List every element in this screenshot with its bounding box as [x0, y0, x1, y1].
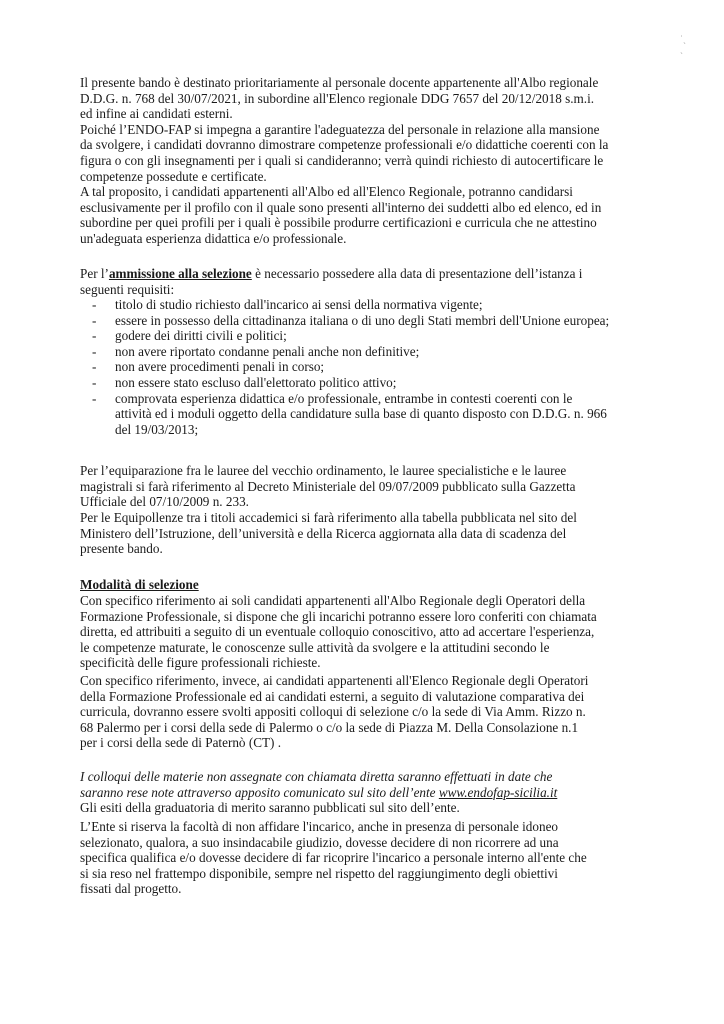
text-line: Poiché l’ENDO-FAP si impegna a garantire l'adeguatezza del personale in relazione alla mansione	[80, 121, 600, 137]
website-link[interactable]: www.endofap-sicilia.it	[438, 784, 558, 800]
text-line: specifica qualifica e/o dovesse decidere di far ricoprire l'incarico a personale interno all'ente che	[80, 850, 587, 866]
requirement-item	[80, 375, 662, 391]
text-line: magistrali si farà riferimento al Decreto Ministeriale del 09/07/2009 pubblicato sulla Gazzetta	[80, 478, 576, 494]
scan-mark: ˙ˎ ˎ	[680, 34, 686, 54]
text-line	[80, 785, 662, 801]
text-line: un'adeguata esperienza didattica e/o professionale.	[80, 230, 347, 246]
dash-bullet: -	[92, 374, 97, 390]
paragraph-colloqui	[80, 769, 662, 816]
text-line: Per le Equipollenze tra i titoli accademici si farà riferimento alla tabella pubblicata nel sito del	[80, 510, 577, 525]
text-line: 68 Palermo per i corsi della sede di Palermo o c/o la sede di Piazza M. Della Consolazione n.1	[80, 719, 579, 735]
admission-pre: Per l’	[80, 266, 109, 281]
text-line: esclusivamente per il profilo con il quale sono presenti all'interno dei suddetti albo ed elenco, ed in	[80, 199, 602, 215]
requirement-item	[80, 391, 662, 438]
paragraph-intro	[80, 75, 662, 247]
text-line: subordine per quei profili per i quali è possibile produrre certificazioni e curricula che ne attestino	[80, 215, 597, 231]
paragraph-equiparazione	[80, 463, 662, 510]
text-line: Formazione Professionale, si dispone che gli incarichi potranno essere loro conferiti con chiamata	[80, 608, 597, 624]
section-title: Modalità di selezione	[80, 577, 199, 592]
text-line: I colloqui delle materie non assegnate con chiamata diretta saranno effettuati in date che	[80, 769, 553, 784]
text-line: L’Ente si riserva la facoltà di non affidare l'incarico, anche in presenza di personale idoneo	[80, 819, 559, 834]
text-line: si sia reso nel frattempo disponibile, sempre nel rispetto del raggiungimento degli obiettivi	[80, 865, 558, 881]
requirement-item	[80, 313, 662, 329]
text-line	[80, 266, 662, 282]
paragraph-elenco	[80, 673, 662, 751]
paragraph-riserva	[80, 819, 662, 897]
requirement-text: godere dei diritti civili e politici;	[115, 328, 287, 344]
text-line: ed infine ai candidati esterni.	[80, 106, 233, 122]
text-line: della Formazione Professionale ed ai candidati esterni, a seguito di valutazione comparativa dei	[80, 688, 585, 704]
text-line: competenze possedute e certificate.	[80, 168, 267, 184]
text-line: presente bando.	[80, 541, 163, 557]
text-line: Il presente bando è destinato prioritariamente al personale docente appartenente all'Albo regionale	[80, 75, 599, 90]
dash-bullet: -	[92, 328, 97, 344]
text-line: D.D.G. n. 768 del 30/07/2021, in subordine all'Elenco regionale DDG 7657 del 20/12/2018 s.m.i.	[80, 90, 595, 106]
text-line: diretta, ed attribuiti a seguito di un eventuale colloquio conoscitivo, atto ad accertare l'esperienza,	[80, 624, 595, 640]
text-line: per i corsi della sede di Paternò (CT) .	[80, 735, 282, 751]
requirement-item	[80, 344, 662, 360]
text-line: Con specifico riferimento, invece, ai candidati appartenenti all'Elenco Regionale degli Operatori	[80, 673, 589, 688]
text-line: le competenze maturate, le conoscenze sulle attività da svolgere e la attitudini secondo le	[80, 639, 550, 655]
requirement-text: comprovata esperienza didattica e/o professionale, entrambe in contesti coerenti con le	[115, 390, 573, 406]
requirement-text: non avere procedimenti penali in corso;	[115, 359, 325, 375]
paragraph-equipollenze	[80, 510, 662, 557]
dash-bullet: -	[92, 359, 97, 375]
text-line: selezionato, qualora, a suo insindacabile giudizio, dovesse decidere di non ricorrere ad una	[80, 834, 559, 850]
admission-heading: ammissione alla selezione	[108, 266, 252, 281]
requirement-text: non essere stato escluso dall'elettorato politico attivo;	[115, 374, 397, 390]
text-line: fissati dal progetto.	[80, 881, 182, 897]
colloqui-text: saranno rese note attraverso apposito comunicato sul sito dell’ente	[80, 784, 439, 800]
paragraph-albo	[80, 593, 662, 671]
requirement-text: titolo di studio richiesto dall'incarico ai sensi della normativa vigente;	[115, 297, 483, 312]
requirement-item	[80, 297, 662, 313]
requirement-item	[80, 328, 662, 344]
admission-post: è necessario possedere alla data di presentazione dell’istanza i	[251, 266, 583, 281]
text-line: da svolgere, i candidati dovranno dimostrare competenze professionali e/o didattiche coerenti con la	[80, 137, 609, 153]
dash-bullet: -	[92, 390, 97, 406]
text-line: Ufficiale del 07/10/2009 n. 233.	[80, 494, 249, 510]
requirement-item	[80, 359, 662, 375]
requirement-text: non avere riportato condanne penali anche non definitive;	[115, 343, 420, 359]
requirements-list	[80, 297, 662, 437]
text-line: Gli esiti della graduatoria di merito saranno pubblicati sul sito dell’ente.	[80, 800, 460, 816]
dash-bullet: -	[92, 343, 97, 359]
requirement-text: essere in possesso della cittadinanza italiana o di uno degli Stati membri dell'Unione europea;	[115, 312, 610, 328]
text-line: specificità delle figure professionali richieste.	[80, 655, 321, 671]
text-line: curricula, dovranno essere svolti appositi colloqui di selezione c/o la sede di Via Amm. Rizzo n.	[80, 704, 586, 720]
text-line: A tal proposito, i candidati appartenenti all'Albo ed all'Elenco Regionale, potranno candidarsi	[80, 184, 573, 200]
text-line: figura o con gli insegnamenti per i quali si candideranno; verrà quindi richiesto di autocertificare le	[80, 152, 604, 168]
requirement-text: attività ed i moduli oggetto della candidature sulla base di quanto disposto con D.D.G. n. 966	[115, 406, 607, 422]
text-line: Ministero dell’Istruzione, dell’università e della Ricerca aggiornata alla data di scadenza del	[80, 525, 567, 541]
text-line: seguenti requisiti:	[80, 281, 175, 297]
paragraph-admission	[80, 266, 662, 297]
dash-bullet: -	[92, 312, 97, 328]
text-line: Per l’equiparazione fra le lauree del vecchio ordinamento, le lauree specialistiche e le lauree	[80, 463, 567, 478]
dash-bullet: -	[92, 297, 97, 312]
requirement-text: del 19/03/2013;	[115, 421, 199, 437]
text-line: Con specifico riferimento ai soli candidati appartenenti all'Albo Regionale degli Operatori della	[80, 593, 586, 608]
